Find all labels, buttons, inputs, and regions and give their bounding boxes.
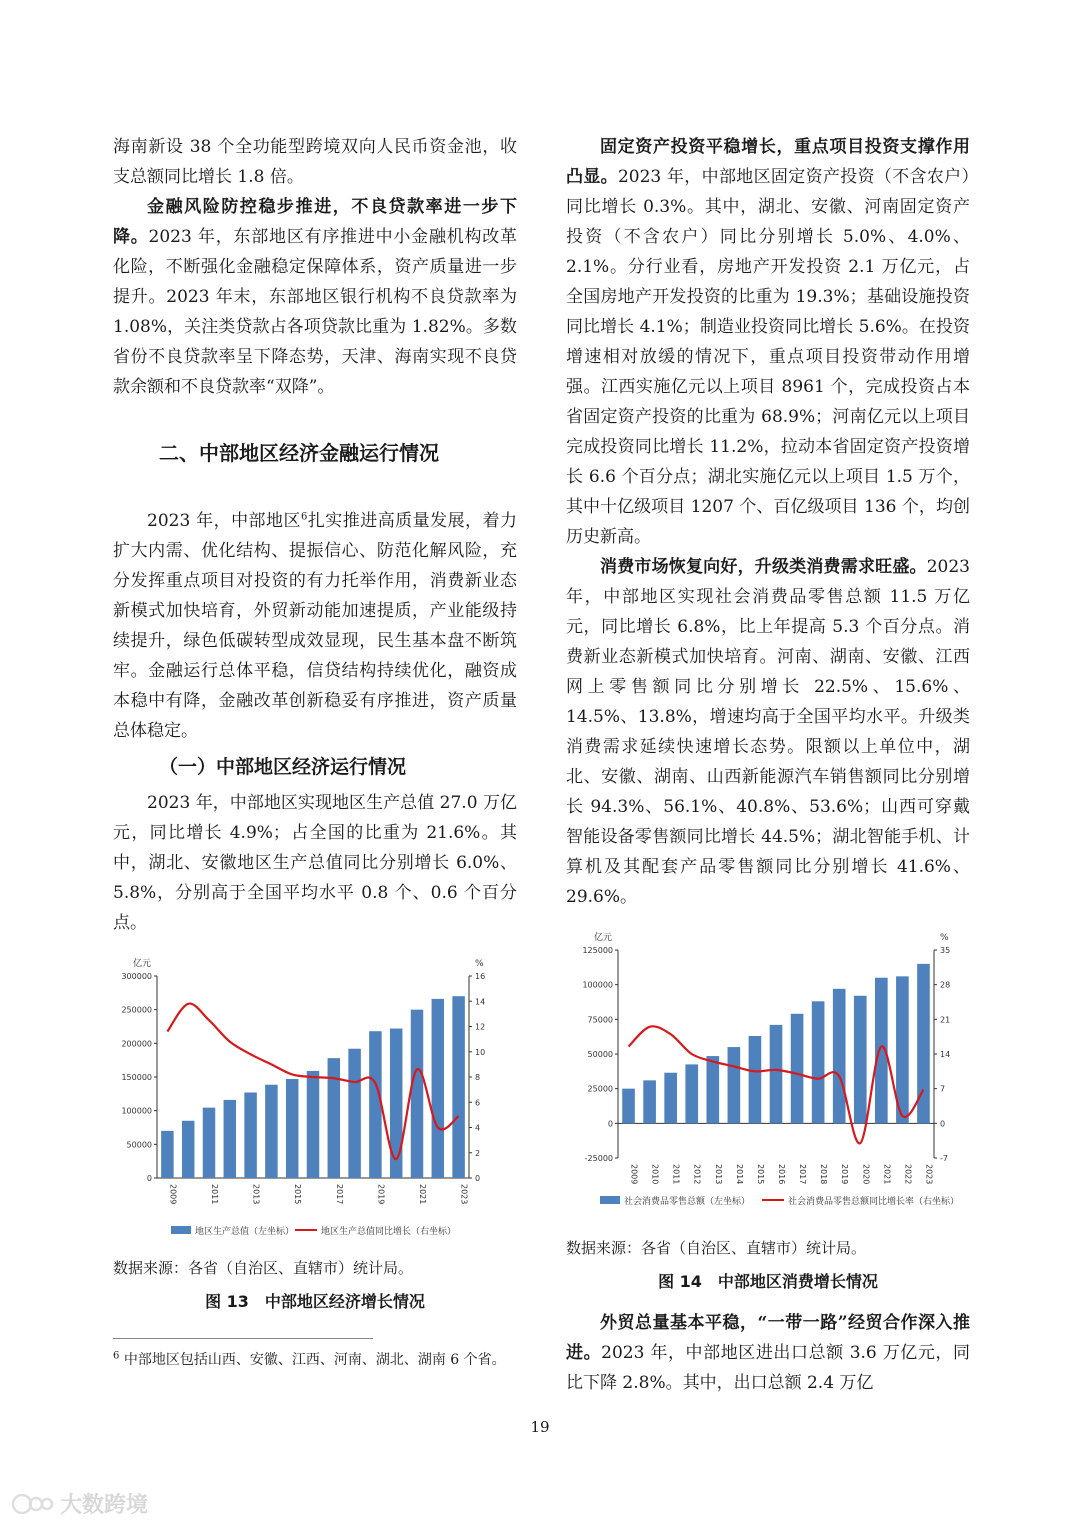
bar xyxy=(286,1079,298,1178)
x-tick-label: 2015 xyxy=(755,1164,765,1185)
x-tick-label: 2017 xyxy=(798,1164,808,1185)
watermark-text: 大数跨境 xyxy=(60,1493,149,1518)
x-tick-label: 2023 xyxy=(459,1184,469,1205)
risk-text: 2023 年，东部地区有序推进中小金融机构改革化险，不断强化金融稳定保障体系，资产质量进一步提升。2023 年末，东部地区银行机构不良贷款率为 1.08%，关注类贷款占各项贷款比重为 1.82%。多数省份不良贷款率呈下降态势，天津、海南实现不良贷款余额和不良贷款率“双降”。 xyxy=(113,227,518,397)
x-tick-label: 2011 xyxy=(210,1184,219,1205)
right-tick-label: 14 xyxy=(940,1050,951,1059)
bar xyxy=(328,1058,340,1178)
bar xyxy=(452,996,464,1178)
x-tick-label: 2018 xyxy=(819,1164,829,1185)
right-tick-label: 35 xyxy=(940,946,951,955)
left-tick-label: 0 xyxy=(146,1174,152,1183)
right-tick-label: 14 xyxy=(475,997,486,1007)
x-tick-label: 2015 xyxy=(293,1184,303,1205)
legend-bar-swatch xyxy=(171,1226,191,1234)
figure-caption: 图 13 中部地区经济增长情况 xyxy=(205,1292,425,1311)
legend-bar-swatch xyxy=(600,1196,620,1204)
left-axis-unit: 亿元 xyxy=(593,933,612,943)
intro-pre: 2023 年，中部地区 xyxy=(147,511,301,531)
left-tick-label: 100000 xyxy=(121,1106,152,1116)
right-tick-label: 6 xyxy=(475,1098,481,1108)
trade-lead: 外贸总量基本平稳，“一带一路”经贸合作深入推进。 xyxy=(566,1313,970,1363)
x-tick-label: 2014 xyxy=(734,1164,744,1185)
bar xyxy=(265,1085,277,1178)
bar xyxy=(706,1056,719,1123)
bar xyxy=(348,1049,360,1178)
x-tick-label: 2021 xyxy=(882,1164,892,1185)
trade-text: 2023 年，中部地区进出口总额 3.6 万亿元，同比下降 2.8%。其中，出口总额 2.4 万亿 xyxy=(566,1343,971,1393)
x-tick-label: 2009 xyxy=(629,1164,639,1185)
bar xyxy=(833,989,846,1124)
right-tick-label: 2 xyxy=(475,1148,481,1158)
bar xyxy=(182,1121,194,1178)
investment-text: 2023 年，中部地区固定资产投资（不含农户）同比增长 0.3%。其中，湖北、安徽、河南固定资产投资（不含农户）同比分别增长 5.0%、4.0%、2.1%。分行业看，房地产开发投资 2.1 万亿元，占全国房地产开发投资的比重为 19.3%；基础设施投资同比增长 4.1%；制造业投资同比增长 5.6%。在投资增速相对放缓的情况下，重点项目投资带动作用增强。江西实施亿元以上项目 8961 个，完成投资占本省固定资产投资的比重为 68.9%；河南亿元以上项目完成投资同比增长 11.2%，拉动本省固定资产投资增长 6.6 个百分点；湖北实施亿元以上项目 1.5 万个，其中十亿级项目 1207 个、百亿级项目 136 个，均创历史新高。 xyxy=(566,167,971,547)
consumption-lead: 消费市场恢复向好，升级类消费需求旺盛。 xyxy=(600,557,927,577)
x-tick-label: 2012 xyxy=(692,1164,702,1185)
trade-paragraph xyxy=(566,1308,970,1398)
bar xyxy=(728,1047,741,1123)
left-tick-label: 150000 xyxy=(121,1073,152,1082)
x-tick-label: 2021 xyxy=(418,1184,427,1205)
left-tick-label: 300000 xyxy=(121,972,152,981)
data-source: 数据来源：各省（自治区、直辖市）统计局。 xyxy=(113,1259,414,1277)
right-tick-label: 12 xyxy=(475,1022,486,1032)
bar xyxy=(203,1108,215,1178)
bar xyxy=(369,1031,381,1178)
x-tick-label: 2010 xyxy=(650,1164,660,1185)
x-tick-label: 2023 xyxy=(924,1164,934,1185)
x-tick-label: 2022 xyxy=(903,1164,913,1185)
bar xyxy=(770,1025,783,1123)
x-tick-label: 2011 xyxy=(671,1164,681,1185)
bar xyxy=(791,1014,804,1124)
right-axis-unit: % xyxy=(940,933,949,943)
bar xyxy=(812,1001,825,1123)
bar xyxy=(664,1073,677,1124)
legend-bar-label: 社会消费品零售总额（左坐标） xyxy=(624,1197,751,1207)
x-tick-label: 2020 xyxy=(861,1164,871,1185)
figure-caption: 图 14 中部地区消费增长情况 xyxy=(658,1272,878,1291)
bar xyxy=(224,1100,236,1178)
left-column xyxy=(113,132,517,1371)
left-tick-label: -25000 xyxy=(584,1154,613,1163)
investment-lead: 固定资产投资平稳增长，重点项目投资支撑作用凸显。 xyxy=(566,137,970,187)
right-column xyxy=(566,132,970,1398)
bar xyxy=(411,1010,423,1178)
right-tick-label: 0 xyxy=(940,1119,946,1129)
left-tick-label: 0 xyxy=(607,1119,613,1129)
bar xyxy=(307,1071,319,1178)
bar xyxy=(749,1036,762,1123)
data-source: 数据来源：各省（自治区、直辖市）统计局。 xyxy=(566,1239,867,1257)
chart-gdp-growth xyxy=(113,950,517,1250)
chart-consumption-growth xyxy=(566,920,970,1220)
footnote-divider xyxy=(113,1338,373,1339)
left-tick-label: 75000 xyxy=(587,1015,613,1025)
watermark-logo-icon xyxy=(10,1491,54,1517)
bar xyxy=(854,996,867,1124)
right-axis-unit: % xyxy=(475,959,484,969)
x-tick-label: 2019 xyxy=(840,1164,850,1185)
left-tick-label: 50000 xyxy=(126,1140,152,1150)
legend-line-label: 社会消费品零售总额同比增长率（右坐标） xyxy=(788,1197,960,1207)
right-tick-label: 21 xyxy=(940,1015,951,1025)
bar xyxy=(643,1080,656,1123)
x-tick-label: 2017 xyxy=(334,1184,344,1205)
footnote-mark: 6 xyxy=(113,1350,120,1362)
consumption-text: 2023 年，中部地区实现社会消费品零售总额 11.5 万亿元，同比增长 6.8%，比上年提高 5.3 个百分点。消费新业态新模式加快培育。河南、湖南、安徽、江西网上零售额同比分别增长 22.5%、15.6%、14.5%、13.8%，增速均高于全国平均水平。升级类消费需求延续快速增长态势。限额以上单位中，湖北、安徽、湖南、山西新能源汽车销售额同比分别增长 94.3%、56.1%、40.8%、53.6%；山西可穿戴智能设备零售额同比增长 44.5%；湖北智能手机、计算机及其配套产品零售额同比分别增长 41.6%、29.6%。 xyxy=(566,557,970,907)
left-tick-label: 250000 xyxy=(121,1005,152,1015)
legend-bar-label: 地区生产总值（左坐标） xyxy=(195,1227,295,1237)
footnote-ref: 6 xyxy=(300,511,308,523)
left-tick-label: 200000 xyxy=(121,1039,152,1049)
right-tick-label: 10 xyxy=(475,1047,486,1057)
bar xyxy=(432,999,444,1178)
right-tick-label: 0 xyxy=(475,1174,481,1183)
right-tick-label: 16 xyxy=(475,972,486,981)
x-tick-label: 2016 xyxy=(777,1164,786,1185)
investment-paragraph xyxy=(566,132,970,552)
right-tick-label: 8 xyxy=(475,1073,481,1082)
risk-lead: 金融风险防控稳步推进，不良贷款率进一步下降。 xyxy=(113,197,517,247)
left-tick-label: 25000 xyxy=(587,1084,613,1094)
consumption-paragraph xyxy=(566,552,970,912)
subsection-title: （一）中部地区经济运行情况 xyxy=(159,756,407,778)
legend-line-label: 地区生产总值同比增长（右坐标） xyxy=(321,1227,457,1237)
footnote xyxy=(113,1349,517,1371)
bar xyxy=(244,1092,256,1178)
right-tick-label: 7 xyxy=(940,1084,946,1094)
left-tick-label: 125000 xyxy=(582,946,613,955)
gdp-paragraph: 2023 年，中部地区实现地区生产总值 27.0 万亿元，同比增长 4.9%；占全国的比重为 21.6%。其中，湖北、安徽地区生产总值同比分别增长 6.0%、5.8%，分别高于全国平均水平 0.8 个、0.6 个百分点。 xyxy=(113,793,517,933)
x-tick-label: 2009 xyxy=(168,1184,178,1205)
left-axis-unit: 亿元 xyxy=(132,959,151,969)
bar xyxy=(685,1064,698,1123)
watermark xyxy=(10,1488,148,1519)
section-title: 二、中部地区经济金融运行情况 xyxy=(159,441,439,465)
left-tick-label: 100000 xyxy=(582,980,613,990)
bar xyxy=(161,1131,173,1178)
right-tick-label: 4 xyxy=(475,1123,481,1133)
left-tick-label: 50000 xyxy=(587,1050,613,1059)
footnote-text: 中部地区包括山西、安徽、江西、河南、湖北、湖南 6 个省。 xyxy=(123,1352,506,1368)
x-tick-label: 2013 xyxy=(251,1184,261,1205)
intro-paragraph xyxy=(113,506,517,746)
page-number: 19 xyxy=(530,1418,550,1436)
right-tick-label: -7 xyxy=(940,1154,948,1163)
continuation-paragraph: 海南新设 38 个全功能型跨境双向人民币资金池，收支总额同比增长 1.8 倍。 xyxy=(113,137,517,187)
x-tick-label: 2013 xyxy=(713,1164,723,1185)
x-tick-label: 2019 xyxy=(376,1184,386,1205)
bar xyxy=(622,1089,635,1124)
risk-paragraph xyxy=(113,192,517,402)
intro-post: 扎实推进高质量发展，着力扩大内需、优化结构、提振信心、防范化解风险，充分发挥重点项目对投资的有力托举作用，消费新业态新模式加快培育，外贸新动能加速提质，产业能级持续提升，绿色低碳转型成效显现，民生基本盘不断筑牢。金融运行总体平稳，信贷结构持续优化，融资成本稳中有降，金融改革创新稳妥有序推进，资产质量总体稳定。 xyxy=(113,511,517,741)
right-tick-label: 28 xyxy=(940,980,951,990)
